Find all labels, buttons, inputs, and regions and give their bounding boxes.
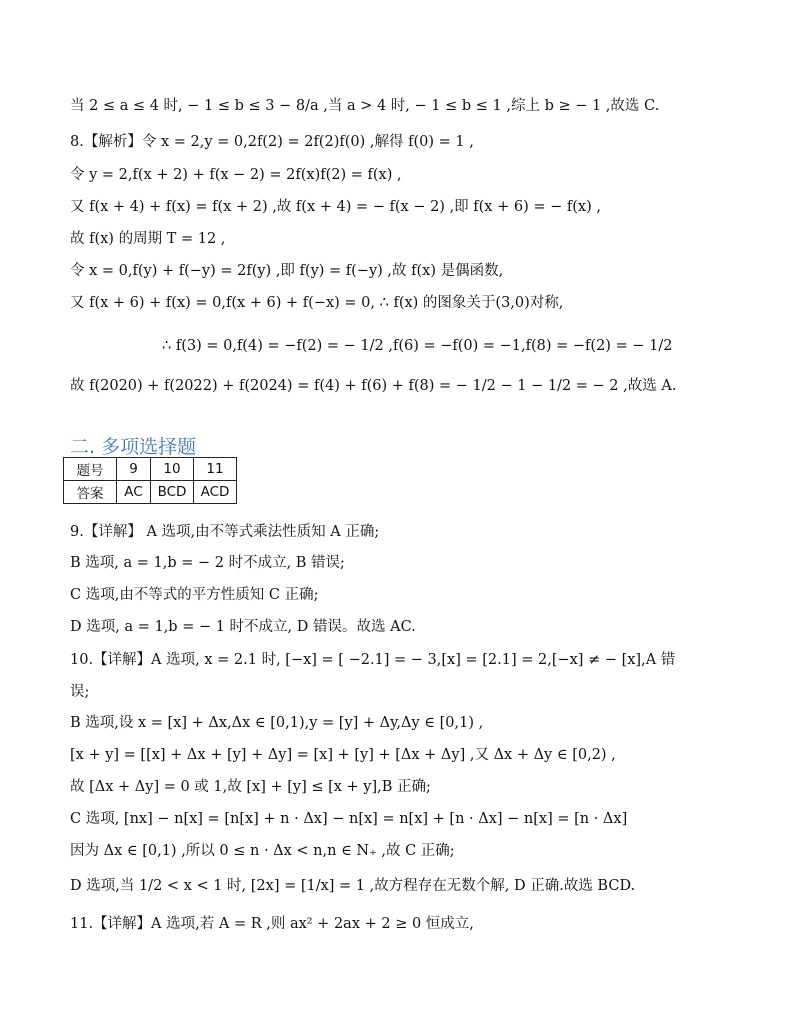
- section-title: 二. 多项选择题: [70, 436, 197, 458]
- text-line-9: 故 f(2020) + f(2022) + f(2024) = f(4) + f(6) + f(8) = − 1/2 − 1 − 1/2 = − 2 ,故选 A.: [70, 378, 677, 394]
- table-cell: BCD: [151, 481, 194, 504]
- table-cell: ACD: [194, 481, 237, 504]
- text-line-19: C 选项, [nx] − n[x] = [n[x] + n · Δx] − n[x] = n[x] + [n · Δx] − n[x] = [n · Δx]: [70, 811, 628, 827]
- answer-table: [63, 457, 237, 504]
- table-cell: 9: [117, 458, 151, 481]
- text-line-18: 故 [Δx + Δy] = 0 或 1,故 [x] + [y] ≤ [x + y],B 正确;: [70, 779, 431, 795]
- table-row: [64, 458, 237, 481]
- table-header-cell: 答案: [64, 481, 117, 504]
- text-line-6: 令 x = 0,f(y) + f(−y) = 2f(y) ,即 f(y) = f(−y) ,故 f(x) 是偶函数,: [70, 263, 504, 279]
- table-header-cell: 题号: [64, 458, 117, 481]
- text-line-15: 误;: [70, 684, 90, 700]
- text-line-1: 当 2 ≤ a ≤ 4 时, − 1 ≤ b ≤ 3 − 8/a ,当 a > 4 时, − 1 ≤ b ≤ 1 ,综上 b ≥ − 1 ,故选 C.: [70, 98, 660, 114]
- text-line-11: B 选项, a = 1,b = − 2 时不成立, B 错误;: [70, 555, 345, 571]
- text-line-20: 因为 Δx ∈ [0,1) ,所以 0 ≤ n · Δx < n,n ∈ N₊ ,故 C 正确;: [70, 843, 455, 859]
- table-cell: 11: [194, 458, 237, 481]
- text-line-12: C 选项,由不等式的平方性质知 C 正确;: [70, 587, 319, 603]
- text-line-21: D 选项,当 1/2 < x < 1 时, [2x] = [1/x] = 1 ,故方程存在无数个解, D 正确.故选 BCD.: [70, 878, 636, 894]
- table-cell: AC: [117, 481, 151, 504]
- text-line-8: ∴ f(3) = 0,f(4) = −f(2) = − 1/2 ,f(6) = −f(0) = −1,f(8) = −f(2) = − 1/2: [162, 338, 673, 354]
- text-line-13: D 选项, a = 1,b = − 1 时不成立, D 错误。故选 AC.: [70, 619, 416, 635]
- text-line-14: 10.【详解】A 选项, x = 2.1 时, [−x] = [ −2.1] = − 3,[x] = [2.1] = 2,[−x] ≠ − [x],A 错: [70, 652, 676, 668]
- text-line-5: 故 f(x) 的周期 T = 12 ,: [70, 231, 226, 247]
- text-line-2: 8.【解析】令 x = 2,y = 0,2f(2) = 2f(2)f(0) ,解得 f(0) = 1 ,: [70, 134, 474, 150]
- text-line-17: [x + y] = [[x] + Δx + [y] + Δy] = [x] + [y] + [Δx + Δy] ,又 Δx + Δy ∈ [0,2) ,: [70, 747, 616, 763]
- text-line-16: B 选项,设 x = [x] + Δx,Δx ∈ [0,1),y = [y] + Δy,Δy ∈ [0,1) ,: [70, 715, 484, 731]
- table-row: [64, 481, 237, 504]
- text-line-4: 又 f(x + 4) + f(x) = f(x + 2) ,故 f(x + 4) = − f(x − 2) ,即 f(x + 6) = − f(x) ,: [70, 199, 601, 215]
- table-cell: 10: [151, 458, 194, 481]
- text-line-22: 11.【详解】A 选项,若 A = R ,则 ax² + 2ax + 2 ≥ 0 恒成立,: [70, 916, 474, 932]
- text-line-7: 又 f(x + 6) + f(x) = 0,f(x + 6) + f(−x) = 0, ∴ f(x) 的图象关于(3,0)对称,: [70, 295, 564, 311]
- text-line-3: 令 y = 2,f(x + 2) + f(x − 2) = 2f(x)f(2) = f(x) ,: [70, 167, 402, 183]
- text-line-10: 9.【详解】 A 选项,由不等式乘法性质知 A 正确;: [70, 524, 380, 540]
